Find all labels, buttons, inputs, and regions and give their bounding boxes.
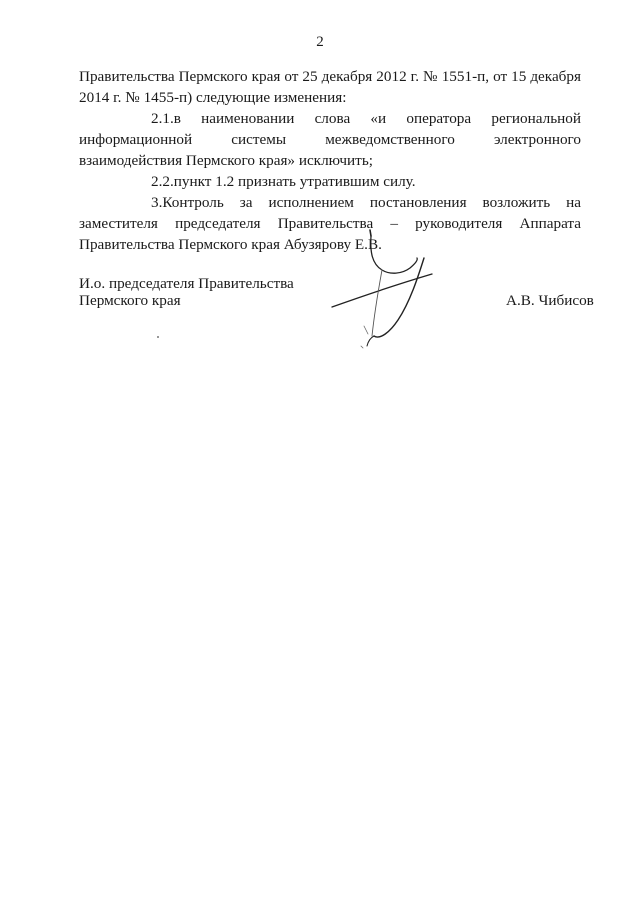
item-3-number: 3. [151, 194, 163, 211]
item-2-1 [79, 108, 581, 171]
intro-paragraph: Правительства Пермского края от 25 декабря 2012 г. № 1551-п, от 15 декабря 2014 г. № 1455-п) следующие изменения: [79, 68, 581, 106]
page-number: 2 [316, 34, 324, 50]
signer-title [79, 275, 339, 309]
item-3-text: Контроль за исполнением постановления возложить на заместителя председателя Правительства – руководителя Аппарата Правительства Пермского края Абузярову Е.В. [79, 194, 581, 253]
signer-title-line-1: И.о. председателя Правительства [79, 275, 294, 292]
handwritten-signature [320, 222, 440, 357]
item-2-2-number: 2.2. [151, 173, 174, 190]
signer-name: А.В. Чибисов [506, 292, 594, 309]
item-2-1-text: в наименовании слова «и оператора региональной информационной системы межведомственного электронного взаимодействия Пермского края» исключить; [79, 110, 581, 169]
item-2-2 [79, 171, 581, 192]
scan-speck [157, 336, 159, 338]
item-2-2-text: пункт 1.2 признать утратившим силу. [173, 173, 416, 190]
item-2-1-number: 2.1. [151, 110, 174, 127]
signer-title-line-2: Пермского края [79, 292, 181, 309]
